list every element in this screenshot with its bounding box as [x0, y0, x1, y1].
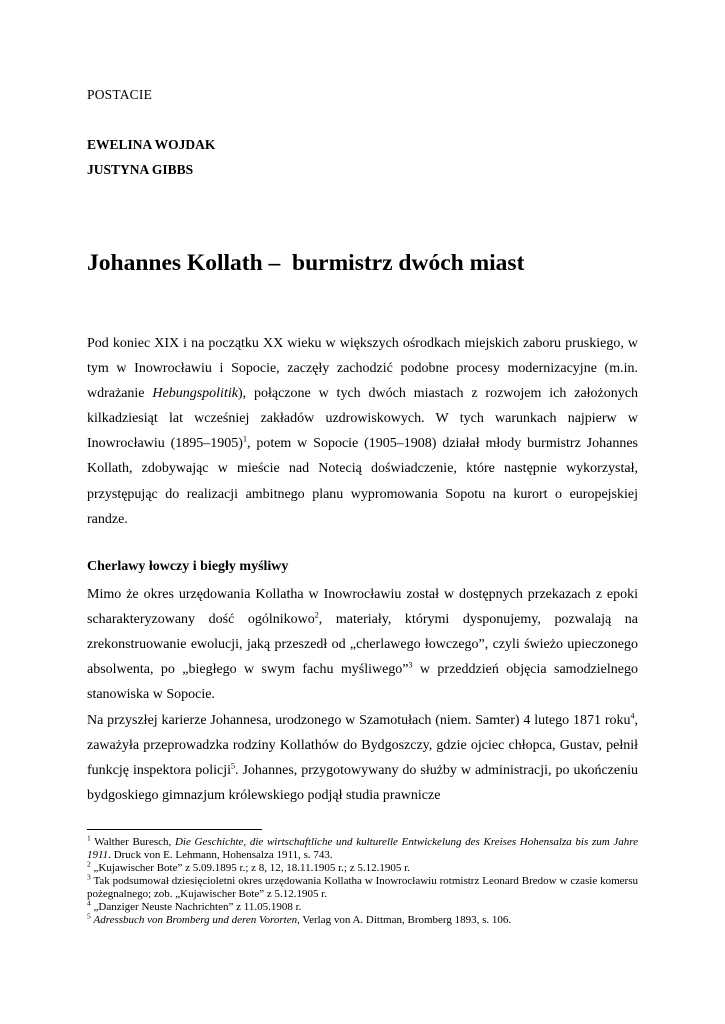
text-run: . Johannes, przygotowywany do służby w administracji, po ukończeniu bydgoskiego gimnazjum królewskiego podjął studia prawnicze — [87, 763, 638, 804]
footnote — [87, 833, 638, 862]
text-run: Mimo że okres urzędowania Kollatha w Inowrocławiu został w dostępnych przekazach z epoki scharakteryzowany dość ogólnikowo — [87, 587, 638, 628]
author-name: EWELINA WOJDAK — [87, 137, 216, 152]
intro-paragraph — [87, 331, 638, 532]
author-name: JUSTYNA GIBBS — [87, 162, 194, 177]
body-paragraph — [87, 582, 638, 707]
text-run: , zaważyła przeprowadzka rodziny Kollathów do Bydgoszczy, gdzie ojciec chłopca, Gustav, pełnił funkcję inspektora policji — [87, 713, 638, 779]
footnote — [87, 872, 638, 901]
footnote-number: 4 — [87, 898, 91, 908]
footnote-ref: 1 — [242, 434, 247, 444]
footnote-number: 5 — [87, 911, 91, 921]
footnote-ref: 2 — [314, 610, 319, 620]
footnote-separator — [87, 829, 262, 830]
text-run: Pod koniec XIX i na początku XX wieku w większych ośrodkach miejskich zaboru pruskiego, w tym w Inowrocławiu i Sopocie, zaczęły zachodzić podobne procesy modernizacyjne (m.in. wdrażanie — [87, 336, 638, 402]
footnote-italic: Adressbuch von Bromberg und deren Vororten — [93, 914, 298, 926]
footnote-text: . Druck von E. Lehmann, Hohensalza 1911, s. 743. — [108, 849, 333, 861]
footnote-ref: 5 — [231, 761, 235, 771]
body-paragraph — [87, 708, 638, 808]
section-label: POSTACIE — [87, 87, 153, 102]
footnote-text: Walther Buresch, — [90, 836, 175, 848]
text-run: , materiały, którymi dysponujemy, pozwalają na zrekonstruowanie ewolucji, jaką przeszedł od „cherlawego łowczego”, czyli świeżo upieczonego absolwenta, po „biegłego w swym fachu myśliwego” — [87, 612, 639, 678]
footnote-text: „Kujawischer Bote” z 5.09.1895 r.; z 8, 12, 18.11.1905 r.; z 5.12.1905 r. — [90, 862, 410, 874]
footnote-number: 1 — [87, 833, 91, 843]
footnote-text: , Verlag von A. Dittman, Bromberg 1893, s. 106. — [297, 914, 512, 926]
footnote-text: Tak podsumował dziesięcioletni okres urzędowania Kollatha w Inowrocławiu rotmistrz Leonard Bredow w czasie komersu pożegnalnego; zob. „Kujawischer Bote” z 5.12.1905 r. — [87, 875, 638, 900]
footnote — [87, 859, 638, 875]
text-run: ), połączone w tych dwóch miastach z rozwojem ich założonych kilkadziesiąt lat wcześniej zakładów uzdrowiskowych. W tych warunkach najpierw w Inowrocławiu (1895–1905) — [87, 386, 638, 452]
article-title: Johannes Kollath – burmistrz dwóch miast — [87, 250, 525, 276]
footnote-ref: 4 — [630, 711, 635, 721]
text-run: Na przyszłej karierze Johannesa, urodzonego w Szamotułach (niem. Samter) 4 lutego 1871 roku — [87, 713, 631, 728]
footnote-number: 3 — [87, 872, 91, 882]
footnote-text: „Danziger Neuste Nachrichten” z 11.05.1908 r. — [90, 901, 302, 913]
footnote-number: 2 — [87, 859, 91, 869]
text-run: , potem w Sopocie (1905–1908) działał młody burmistrz Johannes Kollath, zdobywając w mieście nad Notecią doświadczenie, które następnie wykorzystał, przystępując do realizacji ambitnego planu wypromowania Sopotu na kurort o europejskiej randze. — [87, 436, 638, 527]
footnote-italic: Die Geschichte, die wirtschaftliche und kulturelle Entwickelung des Kreises Hohensalza bis zum Jahre 1911 — [87, 836, 638, 861]
footnote — [87, 911, 638, 927]
text-run: w przeddzień objęcia samodzielnego stanowiska w Sopocie. — [87, 662, 638, 703]
subheading: Cherlawy łowczy i biegły myśliwy — [87, 559, 289, 574]
italic-term: Hebungspolitik — [152, 386, 238, 402]
footnote — [87, 898, 638, 914]
footnote-ref: 3 — [408, 660, 413, 670]
footnotes — [87, 833, 638, 927]
